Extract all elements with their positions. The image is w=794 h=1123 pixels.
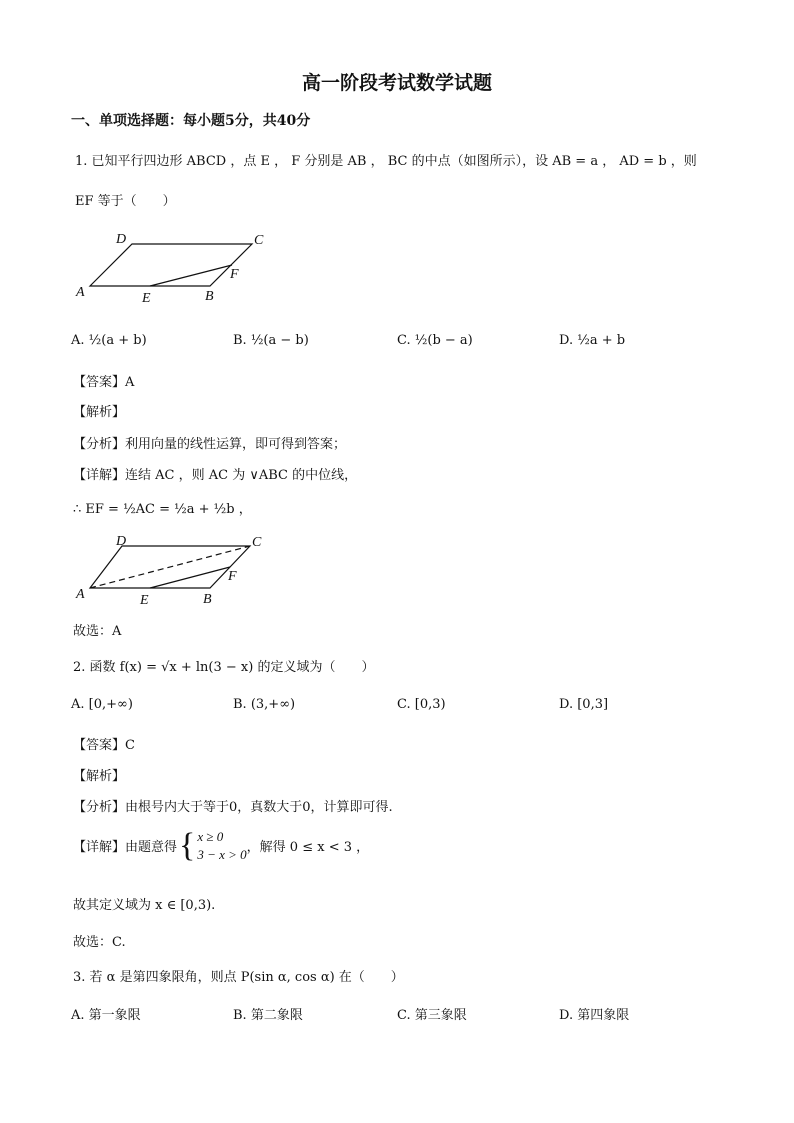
q2-option-c[interactable]: C. [0,3): [397, 697, 446, 712]
q2-option-a[interactable]: A. [0,+∞): [71, 697, 133, 712]
q2-domain: 故其定义域为 x ∈ [0,3).: [73, 898, 216, 913]
q2-fenxi: 【分析】由根号内大于等于0，真数大于0，计算即可得.: [73, 800, 393, 815]
q3-stem: 3. 若 α 是第四象限角，则点 P(sin α, cos α) 在（ ）: [73, 970, 404, 985]
label-c: C: [254, 233, 264, 248]
parallelogram-abcd: [90, 244, 252, 286]
label-f-2: F: [228, 569, 237, 584]
diagonal-ac-dashed: [90, 546, 250, 588]
q2-option-b[interactable]: B. (3,+∞): [233, 697, 296, 712]
q1-conclusion: 故选：A: [73, 624, 122, 639]
q1-stem-line1: 1. 已知平行四边形 ABCD ，点 E ， F 分别是 AB ， BC 的中点（如图所示），设 AB = a ， AD = b ，则: [75, 154, 697, 169]
label-b-2: B: [203, 592, 212, 607]
label-e-2: E: [140, 593, 149, 608]
label-e: E: [142, 291, 151, 306]
q1-stem-line2: EF 等于（ ）: [75, 194, 176, 209]
q1-option-b[interactable]: B. ½(a − b): [233, 333, 309, 348]
q1-analysis-label: 【解析】: [73, 405, 126, 420]
label-d-2: D: [116, 534, 127, 549]
q1-option-a[interactable]: A. ½(a + b): [71, 333, 147, 348]
q2-detail: 【详解】由题意得 { x ≥ 0 3 − x > 0 ，解得 0 ≤ x < 3 ，: [73, 826, 370, 864]
q1-formula: ∴ EF = ½AC = ½a + ½b ，: [73, 502, 252, 517]
q3-option-c[interactable]: C. 第三象限: [397, 1008, 467, 1023]
label-c-2: C: [252, 535, 262, 550]
segment-ef-solution: [150, 567, 230, 588]
q1-option-c[interactable]: C. ½(b − a): [397, 333, 473, 348]
q3-option-a[interactable]: A. 第一象限: [71, 1008, 141, 1023]
q2-conclusion: 故选：C.: [73, 935, 126, 950]
q1-answer: 【答案】A: [73, 375, 135, 390]
q3-option-d[interactable]: D. 第四象限: [559, 1008, 630, 1023]
label-f: F: [230, 267, 239, 282]
inequality-system: x ≥ 0 3 − x > 0: [197, 829, 247, 862]
label-b: B: [205, 289, 214, 304]
brace-symbol: {: [179, 826, 196, 864]
q1-solution-figure: [72, 528, 282, 612]
q2-option-d[interactable]: D. [0,3]: [559, 697, 609, 712]
q3-option-b[interactable]: B. 第二象限: [233, 1008, 303, 1023]
page-title: 高一阶段考试数学试题: [301, 72, 492, 94]
q1-fenxi: 【分析】利用向量的线性运算，即可得到答案；: [73, 437, 347, 452]
q2-analysis-label: 【解析】: [73, 769, 126, 784]
label-d: D: [116, 232, 127, 247]
q1-option-d[interactable]: D. ½a + b: [559, 333, 626, 348]
q1-detail: 【详解】连结 AC ，则 AC 为 ∨ABC 的中位线，: [73, 468, 358, 483]
label-a: A: [76, 285, 85, 300]
section-heading: 一、单项选择题：每小题5分，共40分: [71, 113, 311, 129]
q1-parallelogram-figure: [72, 228, 282, 308]
q2-answer: 【答案】C: [73, 738, 135, 753]
q2-stem: 2. 函数 f(x) = √x + ln(3 − x) 的定义域为（ ）: [73, 660, 375, 675]
label-a-2: A: [76, 587, 85, 602]
